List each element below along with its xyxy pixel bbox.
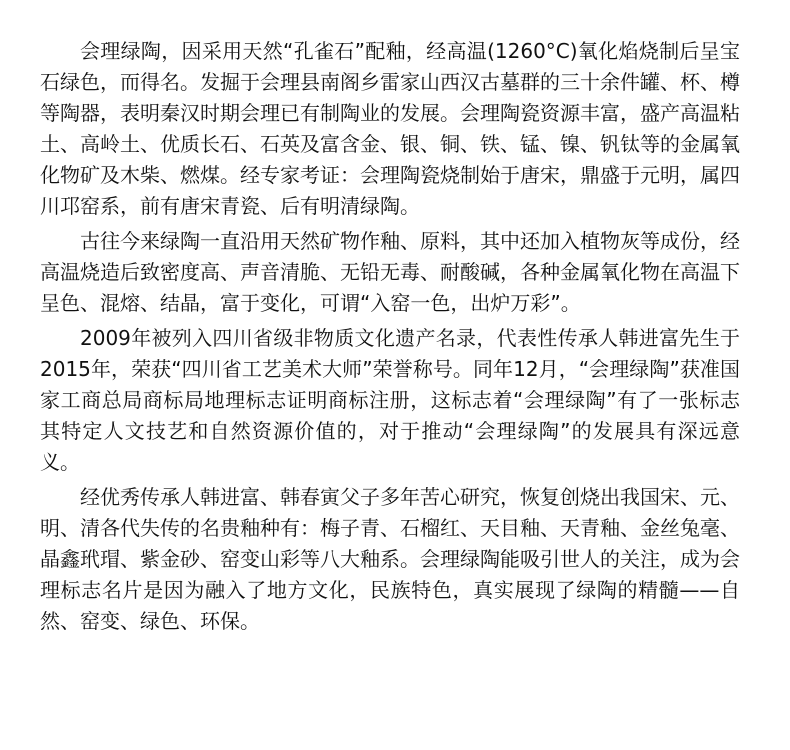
paragraph-glazes: 经优秀传承人韩进富、韩春寅父子多年苦心研究，恢复创烧出我国宋、元、明、清各代失传的名贵釉种有：梅子青、石榴红、天目釉、天青釉、金丝兔毫、晶鑫玳瑁、紫金砂、窑变山彩等八大釉系。会理绿陶能吸引世人的关注，成为会理标志名片是因为融入了地方文化，民族特色，真实展现了绿陶的精髓——自然、窑变、绿色、环保。 xyxy=(40,485,740,633)
paragraph-origin: 会理绿陶，因采用天然“孔雀石”配釉，经高温(1260°C)氧化焰烧制后呈宝石绿色，而得名。发掘于会理县南阁乡雷家山西汉古墓群的三十余件罐、杯、樽等陶器，表明秦汉时期会理已有制陶业的发展。会理陶瓷资源丰富，盛产高温粘土、高岭土、优质长石、石英及富含金、银、铜、铁、锰、镍、钒钛等的金属氧化物矿及木柴、燃煤。经专家考证：会理陶瓷烧制始于唐宋，鼎盛于元明，属四川邛窑系，前有唐宋青瓷、后有明清绿陶。 xyxy=(40,39,740,218)
paragraph-properties: 古往今来绿陶一直沿用天然矿物作釉、原料，其中还加入植物灰等成份，经高温烧造后致密度高、声音清脆、无铅无毒、耐酸碱，各种金属氧化物在高温下呈色、混熔、结晶，富于变化，可谓“入窑一色，出炉万彩”。 xyxy=(40,229,740,315)
paragraph-heritage: 2009年被列入四川省级非物质文化遗产名录，代表性传承人韩进富先生于2015年，荣获“四川省工艺美术大师”荣誉称号。同年12月，“会理绿陶”获准国家工商总局商标局地理标志证明商标注册，这标志着“会理绿陶”有了一张标志其特定人文技艺和自然资源价值的，对于推动“会理绿陶”的发展具有深远意义。 xyxy=(40,326,740,474)
document-body xyxy=(40,36,740,641)
